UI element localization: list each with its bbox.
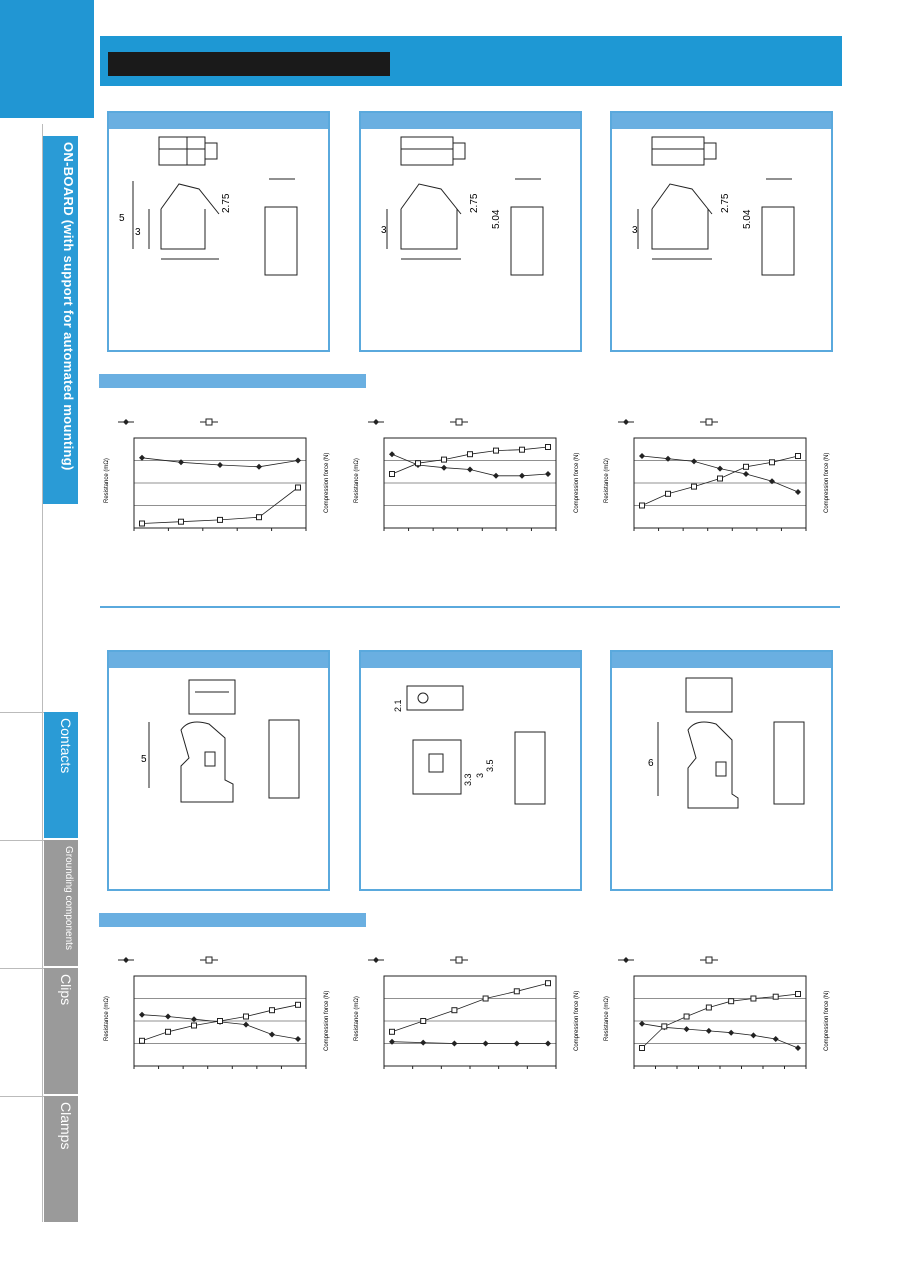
y-axis-label-left: Resistance (mΩ) [104,458,110,503]
data-point-square [179,519,184,524]
dim-d: 5.04 [491,209,502,229]
data-point-diamond [295,458,301,464]
sidebar-main-label: ON-BOARD (with support for automated mounting) [61,142,76,471]
dim-a: 5 [141,754,147,765]
sidebar-divider [0,968,44,969]
data-point-square [520,447,525,452]
y-axis-label-right: Compression force (N) [824,452,830,513]
data-point-square [662,1024,667,1029]
chart-5 [348,948,598,1078]
series-line [392,983,548,1032]
data-point-square [514,989,519,994]
dim-a: 2.1 [393,699,403,712]
y-axis-label-right: Compression force (N) [324,452,330,513]
legend-marker-square [706,957,712,963]
y-axis-label-right: Compression force (N) [824,990,830,1051]
y-axis-label-left: Resistance (mΩ) [104,996,110,1041]
data-point-square [751,996,756,1001]
data-point-diamond [519,473,525,479]
drawing-5 [361,668,580,889]
data-point-diamond [706,1028,712,1034]
page-title-box [108,52,390,76]
data-point-square [640,1046,645,1051]
chart-section-bar-1 [99,374,366,388]
data-point-square [468,452,473,457]
dim-b: 3 [135,227,141,238]
drawing-3 [612,129,831,350]
panel-header [361,113,580,129]
y-axis-label-left: Resistance (mΩ) [354,996,360,1041]
tab-clamps-label: Clamps [58,1102,74,1150]
data-point-square [296,485,301,490]
data-point-square [390,472,395,477]
data-point-diamond [639,1021,645,1027]
chart-3 [598,410,848,540]
data-point-square [416,461,421,466]
data-point-diamond [420,1040,426,1046]
dim-a: 3 [632,225,638,236]
data-point-square [684,1014,689,1019]
data-point-diamond [773,1036,779,1042]
drawing-panel-4 [107,650,330,891]
data-point-square [140,521,145,526]
data-point-diamond [483,1041,489,1047]
dim-a: 3 [381,225,387,236]
panel-header [612,113,831,129]
legend-marker-diamond [623,957,629,963]
dim-c: 2.75 [469,193,480,213]
data-point-square [770,460,775,465]
panel-header [612,652,831,668]
dim-d: 5.04 [742,209,753,229]
data-point-diamond [717,466,723,472]
y-axis-label-right: Compression force (N) [324,990,330,1051]
drawing-panel-5 [359,650,582,891]
legend-marker-square [456,419,462,425]
drawing-6 [612,668,831,889]
data-point-diamond [750,1032,756,1038]
data-point-diamond [178,459,184,465]
tab-clips[interactable] [44,968,78,1094]
data-point-diamond [665,456,671,462]
data-point-diamond [545,1041,551,1047]
section-divider [100,606,840,608]
data-point-diamond [743,471,749,477]
data-point-diamond [795,1045,801,1051]
data-point-square [452,1008,457,1013]
sidebar-divider [0,712,44,713]
chart-4 [98,948,338,1078]
data-point-diamond [217,462,223,468]
sidebar-top-block [0,0,94,118]
data-point-diamond [514,1041,520,1047]
tab-clamps[interactable] [44,1096,78,1222]
dim-d: 3.5 [485,759,495,772]
data-point-diamond [243,1022,249,1028]
legend-marker-square [206,419,212,425]
dim-a: 6 [648,758,654,769]
chart-legend [368,419,468,425]
chart-6 [598,948,848,1078]
data-point-diamond [639,453,645,459]
y-axis-label-left: Resistance (mΩ) [604,996,610,1041]
data-point-diamond [691,458,697,464]
data-point-diamond [165,1014,171,1020]
chart-legend [118,957,218,963]
data-point-diamond [795,489,801,495]
chart-1 [98,410,338,540]
drawing-1 [109,129,328,350]
tab-clips-label: Clips [58,974,74,1006]
drawing-panel-6 [610,650,833,891]
data-point-square [744,464,749,469]
data-point-square [718,476,723,481]
data-point-diamond [269,1032,275,1038]
tab-contacts[interactable] [44,712,78,838]
sidebar-section-label [42,136,78,504]
chart-legend [368,957,468,963]
chart-legend [118,419,218,425]
data-point-square [244,1014,249,1019]
data-point-square [218,517,223,522]
data-point-diamond [451,1041,457,1047]
data-point-square [192,1023,197,1028]
data-point-diamond [545,471,551,477]
data-point-diamond [256,464,262,470]
chart-legend [618,957,718,963]
chart-legend [618,419,718,425]
data-point-diamond [769,478,775,484]
tab-contacts-label: Contacts [58,718,74,774]
data-point-square [442,457,447,462]
legend-marker-square [706,419,712,425]
drawing-panel-1 [107,111,330,352]
data-point-square [546,445,551,450]
legend-marker-diamond [373,419,379,425]
sidebar-rule [42,124,43,1222]
data-point-diamond [139,1012,145,1018]
y-axis-label-right: Compression force (N) [574,990,580,1051]
sidebar-divider [0,840,44,841]
data-point-square [140,1038,145,1043]
data-point-diamond [684,1026,690,1032]
drawing-panel-3 [610,111,833,352]
chart-2 [348,410,598,540]
sidebar-divider [0,1096,44,1097]
panel-header [109,113,328,129]
tab-grounding[interactable] [44,840,78,966]
data-point-square [666,491,671,496]
data-point-square [270,1008,275,1013]
dim-a: 5 [119,213,125,224]
dim-c: 3 [475,772,485,778]
legend-marker-diamond [623,419,629,425]
data-point-square [796,992,801,997]
data-point-square [257,515,262,520]
data-point-square [483,996,488,1001]
panel-header [109,652,328,668]
panel-header [361,652,580,668]
data-point-diamond [467,467,473,473]
legend-marker-square [206,957,212,963]
data-point-square [390,1029,395,1034]
data-point-square [692,484,697,489]
data-point-square [218,1019,223,1024]
data-point-square [729,999,734,1004]
y-axis-label-left: Resistance (mΩ) [354,458,360,503]
data-point-square [166,1029,171,1034]
data-point-diamond [441,465,447,471]
data-point-diamond [295,1036,301,1042]
legend-marker-diamond [123,957,129,963]
y-axis-label-right: Compression force (N) [574,452,580,513]
dim-c: 2.75 [221,193,232,213]
data-point-diamond [139,455,145,461]
data-point-square [773,994,778,999]
dim-c: 2.75 [720,193,731,213]
drawing-4 [109,668,328,889]
legend-marker-diamond [123,419,129,425]
data-point-square [546,981,551,986]
dim-b: 3.3 [463,773,473,786]
data-point-square [421,1019,426,1024]
drawing-2 [361,129,580,350]
data-point-diamond [493,473,499,479]
data-point-diamond [728,1030,734,1036]
legend-marker-diamond [373,957,379,963]
data-point-square [296,1002,301,1007]
drawing-panel-2 [359,111,582,352]
tab-grounding-label: Grounding components [63,846,74,950]
y-axis-label-left: Resistance (mΩ) [604,458,610,503]
data-point-square [796,454,801,459]
chart-section-bar-2 [99,913,366,927]
data-point-square [494,448,499,453]
data-point-diamond [389,451,395,457]
data-point-square [706,1005,711,1010]
legend-marker-square [456,957,462,963]
data-point-square [640,503,645,508]
